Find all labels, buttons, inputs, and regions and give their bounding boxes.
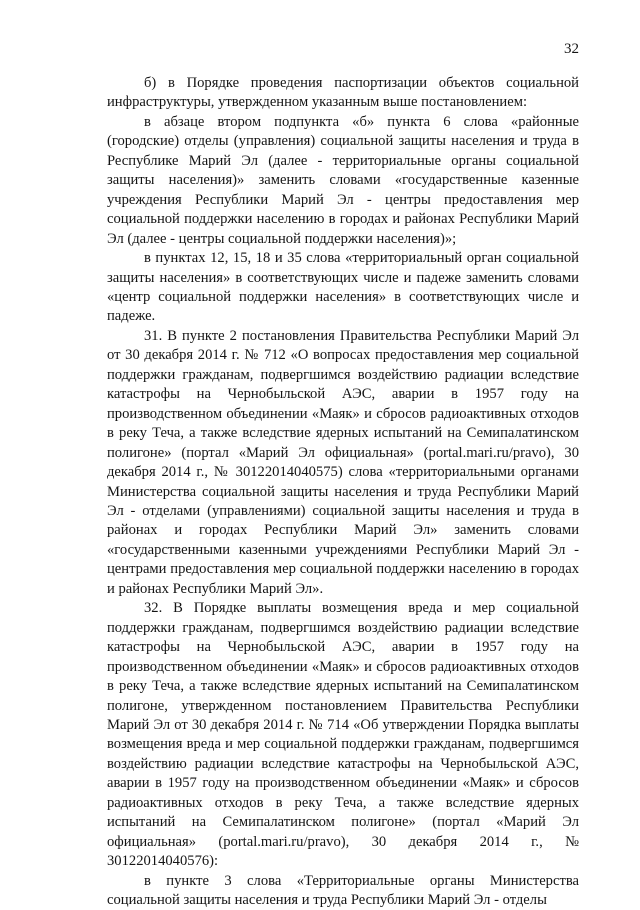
paragraph-items-12-15-18-35: в пунктах 12, 15, 18 и 35 слова «территориальный орган социальной защиты населения» в соответствующих числе и падеже заменить словами «центр социальной поддержки населения» в соответствующих числе и падеже. [107, 250, 579, 325]
paragraph-item-6-amendment: в абзаце втором подпункта «б» пункта 6 слова «районные (городские) отделы (управления) социальной защиты населения и труда в Республике Марий Эл (далее - территориальные органы социальной защиты населения)» заменить словами «государственные казенные учреждения Республики Марий Эл - центры предоставления мер социальной поддержки населению в городах и районах Республики Марий Эл (далее - центры социальной поддержки населения)»; [107, 113, 579, 247]
paragraph-passport-procedure: б) в Порядке проведения паспортизации объектов социальной инфраструктуры, утвержденном указанным выше постановлением: [107, 75, 579, 111]
paragraph-section-32: 32. В Порядке выплаты возмещения вреда и мер социальной поддержки гражданам, подвергшимся воздействию радиации вследствие катастрофы на Чернобыльской АЭС, аварии в 1957 году на производственном объединении «Маяк» и сбросов радиоактивных отходов в реку Теча, а также вследствие ядерных испытаний на Семипалатинском полигоне, утвержденном постановлением Правительства Республики Марий Эл от 30 декабря 2014 г. № 714 «Об утверждении Порядка выплаты возмещения вреда и мер социальной поддержки гражданам, подвергшимся воздействию радиации вследствие катастрофы на Чернобыльской АЭС, аварии в 1957 году на производственном объединении «Маяк» и сбросов радиоактивных отходов в реку Теча, а также вследствие ядерных испытаний на Семипалатинском полигоне» (портал «Марий Эл официальная» (portal.mari.ru/pravo), 30 декабря 2014 г., № 30122014040576): [107, 600, 579, 870]
page-number: 32 [564, 41, 579, 57]
paragraph-section-31: 31. В пункте 2 постановления Правительства Республики Марий Эл от 30 декабря 2014 г. № 712 «О вопросах предоставления мер социальной поддержки гражданам, подвергшимся воздействию радиации вследствие катастрофы на Чернобыльской АЭС, аварии в 1957 году на производственном объединении «Маяк» и сбросов радиоактивных отходов в реку Теча, а также вследствие ядерных испытаний на Семипалатинском полигоне» (портал «Марий Эл официальная» (portal.mari.ru/pravo), 30 декабря 2014 г., № 30122014040575) слова «территориальными органами Министерства социальной защиты населения и труда Республики Марий Эл - отделами (управлениями) социальной защиты населения и труда в районах и городах Республики Марий Эл» заменить словами «государственными казенными учреждениями Республики Марий Эл - центрами предоставления мер социальной поддержки населению в городах и районах Республики Марий Эл». [107, 327, 579, 597]
document-body [107, 74, 579, 910]
paragraph-item-3-amendment: в пункте 3 слова «Территориальные органы Министерства социальной защиты населения и труда Республики Марий Эл - отделы [107, 872, 579, 909]
